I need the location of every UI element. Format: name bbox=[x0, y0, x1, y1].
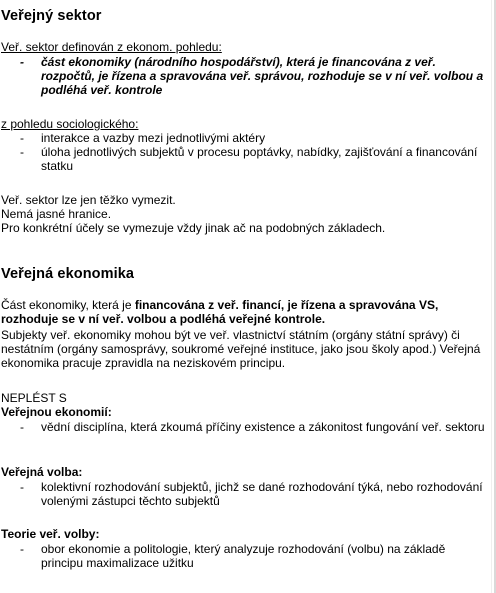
list-item bbox=[0, 480, 488, 508]
bullet-dash: - bbox=[20, 131, 24, 145]
term-verejna-ekonomie: Veřejnou ekonomií: bbox=[1, 405, 112, 419]
sector-note-line-1: Veř. sektor lze jen těžko vymezit. bbox=[1, 193, 176, 207]
list-item bbox=[0, 542, 488, 570]
heading-verejna-ekonomika: Veřejná ekonomika bbox=[1, 266, 135, 282]
term-verejna-volba-list bbox=[0, 480, 488, 508]
list-item bbox=[0, 131, 488, 145]
term-verejna-ekonomie-list bbox=[0, 420, 488, 434]
list-item-text: kolektivní rozhodování subjektů, jichž se dané rozhodování týká, nebo rozhodování volenými zástupci těchto subjektů bbox=[41, 480, 483, 508]
bullet-dash: - bbox=[20, 145, 24, 159]
list-item-text: interakce a vazby mezi jednotlivými aktéry bbox=[41, 131, 266, 145]
page-edge-shadow bbox=[491, 0, 492, 593]
neplest-label: NEPLÉST S bbox=[1, 391, 67, 405]
term-teorie-volby: Teorie veř. volby: bbox=[1, 527, 100, 541]
bullet-dash: - bbox=[20, 480, 24, 494]
soc-definition-label: z pohledu sociologického: bbox=[1, 117, 139, 131]
definition-bold: financována z veř. financí, je řízena a spravována VS, rozhoduje se v ní veř. volbou a podléhá veřejné kontrole. bbox=[1, 298, 439, 326]
list-item-text: část ekonomiky (národního hospodářství), která je financována z veř. rozpočtů, je řízena a spravována veř. správou, rozhoduje se v ní veř. volbou a podléhá veř. kontrole bbox=[41, 55, 484, 97]
econ-definition-list bbox=[0, 55, 488, 97]
list-item-text: obor ekonomie a politologie, který analyzuje rozhodování (volbu) na základě principu maximalizace užitku bbox=[41, 542, 446, 570]
public-economy-definition bbox=[1, 298, 487, 326]
list-item-text: úloha jednotlivých subjektů v procesu poptávky, nabídky, zajišťování a financování statku bbox=[41, 145, 478, 173]
list-item-text: vědní disciplína, která zkoumá příčiny existence a zákonitost fungování veř. sektoru bbox=[41, 420, 485, 434]
sector-note-line-2: Nemá jasné hranice. bbox=[1, 207, 112, 221]
bullet-dash: - bbox=[20, 420, 24, 434]
term-verejna-volba: Veřejná volba: bbox=[1, 465, 83, 479]
list-item bbox=[0, 55, 488, 97]
bullet-dash: - bbox=[20, 55, 24, 69]
sector-note-line-3: Pro konkrétní účely se vymezuje vždy jinak ač na podobných základech. bbox=[1, 221, 386, 235]
soc-definition-list bbox=[0, 131, 488, 173]
public-economy-subjects: Subjekty veř. ekonomiky mohou být ve veř. vlastnictví státním (orgány státní správy) či nestátním (orgány samosprávy, soukromé veřejné instituce, jako jsou školy apod.) Veřejná ekonomika pracuje zpravidla na neziskovém principu. bbox=[1, 328, 481, 370]
econ-definition-label: Veř. sektor definován z ekonom. pohledu: bbox=[1, 40, 222, 54]
bullet-dash: - bbox=[20, 542, 24, 556]
list-item bbox=[0, 420, 488, 434]
list-item bbox=[0, 145, 488, 173]
definition-lead: Část ekonomiky, která je bbox=[1, 298, 135, 312]
heading-verejny-sektor: Veřejný sektor bbox=[1, 8, 102, 24]
term-teorie-volby-list bbox=[0, 542, 488, 570]
